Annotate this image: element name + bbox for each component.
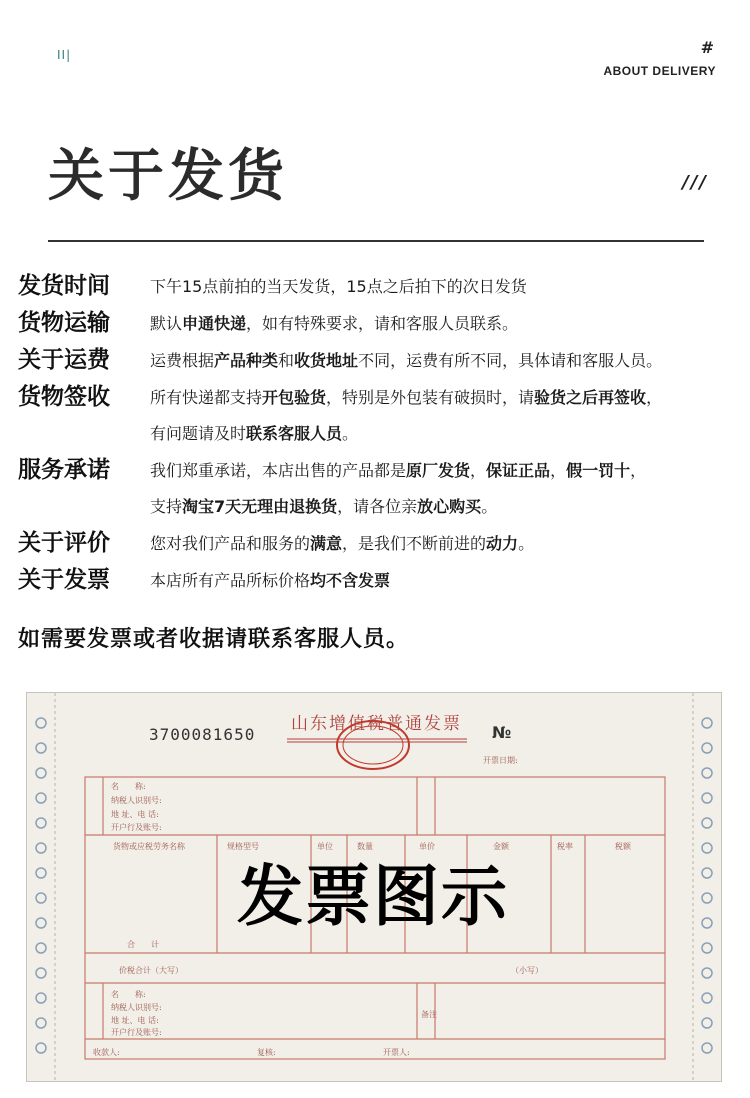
info-row-reviews	[18, 525, 748, 562]
invoice-col-price: 单价	[419, 842, 435, 851]
numero-sign: №	[492, 723, 512, 742]
invoice-notice: 如需要发票或者收据请联系客服人员。	[18, 627, 410, 652]
info-text: 运费根据产品种类和收货地址不同，运费有所不同，具体请和客服人员。	[150, 351, 663, 370]
hash-icon: #	[700, 38, 714, 57]
invoice-payee: 收款人:	[93, 1048, 120, 1057]
invoice-overlay-caption: 发票图示	[237, 858, 509, 935]
info-text-continued: 有问题请及时联系客服人员。	[150, 424, 359, 443]
info-label: 关于运费	[18, 347, 110, 373]
invoice-col-tax: 税额	[615, 842, 631, 851]
invoice-sample-image	[26, 692, 722, 1082]
info-text: 默认申通快递，如有特殊要求，请和客服人员联系。	[150, 314, 519, 333]
invoice-field: 名 称:	[111, 990, 146, 999]
decorative-tick: II|	[57, 48, 72, 62]
info-label: 关于发票	[18, 567, 110, 593]
invoice-col-qty: 数量	[357, 842, 373, 851]
decorative-slashes: ///	[682, 172, 708, 193]
info-label: 货物运输	[18, 310, 110, 336]
info-label: 服务承诺	[18, 457, 110, 483]
invoice-col-rate: 税率	[557, 842, 573, 851]
invoice-field: 地 址、电 话:	[111, 810, 159, 819]
info-row-shipping-fee	[18, 342, 748, 379]
info-row-shipping-time	[18, 268, 748, 305]
info-text: 所有快递都支持开包验货，特别是外包装有破损时，请验货之后再签收，	[150, 388, 663, 407]
info-text: 下午15点前拍的当天发货，15点之后拍下的次日发货	[150, 277, 527, 296]
info-row-invoice	[18, 562, 748, 599]
invoice-col-spec: 规格型号	[227, 842, 259, 851]
invoice-col-amount: 金额	[493, 842, 509, 851]
info-row-receipt	[18, 379, 748, 416]
invoice-col-goods: 货物或应税劳务名称	[113, 842, 185, 851]
invoice-review: 复核:	[257, 1048, 276, 1057]
invoice-total-small: （小写）	[511, 966, 543, 975]
invoice-remark: 备注	[421, 1010, 437, 1019]
invoice-field: 开户行及账号:	[111, 823, 162, 832]
info-text: 本店所有产品所标价格均不含发票	[150, 571, 391, 590]
delivery-info-list	[18, 268, 748, 599]
info-text: 我们郑重承诺，本店出售的产品都是原厂发货，保证正品，假一罚十，	[150, 461, 647, 480]
invoice-field: 纳税人识别号:	[111, 796, 162, 805]
invoice-code: 3700081650	[149, 725, 256, 744]
info-row-transport	[18, 305, 748, 342]
page-title: 关于发货	[48, 144, 288, 209]
invoice-col-unit: 单位	[317, 842, 333, 851]
info-text: 您对我们产品和服务的满意，是我们不断前进的动力。	[150, 534, 535, 553]
invoice-field: 名 称:	[111, 782, 146, 791]
invoice-date-label: 开票日期:	[483, 756, 518, 765]
invoice-total-label: 合 计	[127, 940, 159, 949]
info-label: 发货时间	[18, 273, 110, 299]
info-row-service-promise	[18, 452, 748, 489]
invoice-field: 地 址、电 话:	[111, 1016, 159, 1025]
section-subtitle: ABOUT DELIVERY	[603, 64, 716, 78]
invoice-issuer: 开票人:	[383, 1048, 410, 1057]
invoice-field: 纳税人识别号:	[111, 1003, 162, 1012]
invoice-total-words: 价税合计（大写）	[119, 966, 183, 975]
invoice-title: 山东增值税普通发票	[291, 714, 462, 734]
info-label: 关于评价	[18, 530, 110, 556]
invoice-field: 开户行及账号:	[111, 1028, 162, 1037]
divider	[48, 240, 704, 242]
info-text-continued: 支持淘宝7天无理由退换货，请各位亲放心购买。	[150, 497, 498, 516]
info-label: 货物签收	[18, 384, 110, 410]
